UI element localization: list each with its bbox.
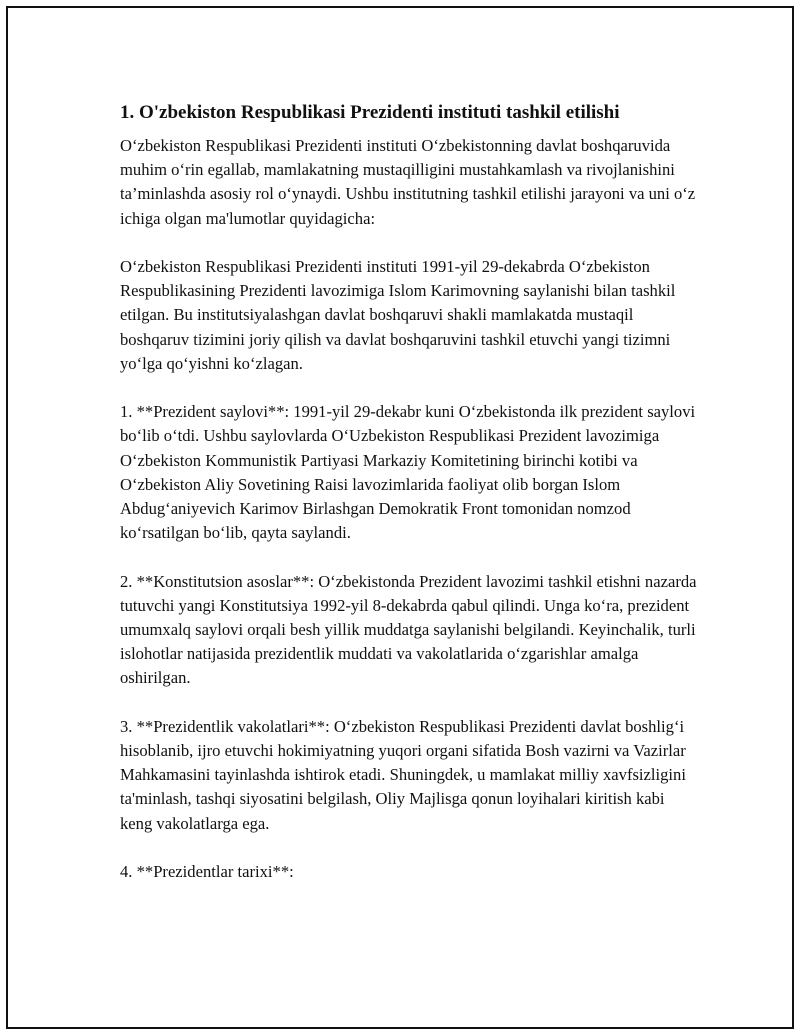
list-item-presidents-history: 4. **Prezidentlar tarixi**: (120, 862, 294, 882)
list-item-presidential-election: 1. **Prezident saylovi**: 1991-yil 29-dekabr kuni O‘zbekistonda ilk prezident saylovi bo‘lib o‘tdi. Ushbu saylovlarda O‘Uzbekiston Respublikasi Prezident lavozimiga O‘zbekiston Kommunistik Partiyasi Markaziy Komitetining birinchi kotibi va O‘zbekiston Aliy Sovetining Raisi lavozimlarida faoliyat olib borgan Islom Abdug‘aniyevich Karimov Birlashgan Demokratik Front tomonidan nomzod ko‘rsatilgan bo‘lib, qayta saylandi. (120, 402, 696, 543)
intro-paragraph: O‘zbekiston Respublikasi Prezidenti instituti O‘zbekistonning davlat boshqaruvida muhim o‘rin egallab, mamlakatning mustaqilligini mustahkamlash va rivojlanishini ta’minlashda asosiy rol o‘ynaydi. Ushbu institutning tashkil etilishi jarayoni va uni o‘z ichiga olgan ma'lumotlar quyidagicha: (120, 136, 696, 228)
document-heading: 1. O'zbekiston Respublikasi Prezidenti instituti tashkil etilishi (120, 102, 620, 123)
list-item-presidential-powers: 3. **Prezidentlik vakolatlari**: O‘zbekiston Respublikasi Prezidenti davlat boshlig‘i hisoblanib, ijro etuvchi hokimiyatning yuqori organi sifatida Bosh vazirni va Vazirlar Mahkamasini tayinlashda ishtirok etadi. Shuningdek, u mamlakat milliy xavfsizligini ta'minlash, tashqi siyosatini belgilash, Oliy Majlisga qonun loyihalari kiritish kabi keng vakolatlarga ega. (120, 716, 686, 833)
document-body (120, 100, 700, 884)
page-frame (6, 6, 794, 1029)
list-item-constitutional-basis: 2. **Konstitutsion asoslar**: O‘zbekistonda Prezident lavozimi tashkil etishni nazarda tutuvchi yangi Konstitutsiya 1992-yil 8-dekabrda qabul qilindi. Unga ko‘ra, prezident umumxalq saylovi orqali besh yillik muddatga saylanishi belgilandi. Keyinchalik, turli islohotlar natijasida prezidentlik muddati va vakolatlarida o‘zgarishlar amalga oshirilgan. (120, 571, 697, 688)
founding-paragraph: O‘zbekiston Respublikasi Prezidenti instituti 1991-yil 29-dekabrda O‘zbekiston Respublikasining Prezidenti lavozimiga Islom Karimovning saylanishi bilan tashkil etilgan. Bu institutsiyalashgan davlat boshqaruvi shakli mamlakatda mustaqil boshqaruv tizimini joriy qilish va davlat boshqaruvini tashkil etuvchi yangi tizimni yo‘lga qo‘yishni ko‘zlagan. (120, 257, 676, 373)
